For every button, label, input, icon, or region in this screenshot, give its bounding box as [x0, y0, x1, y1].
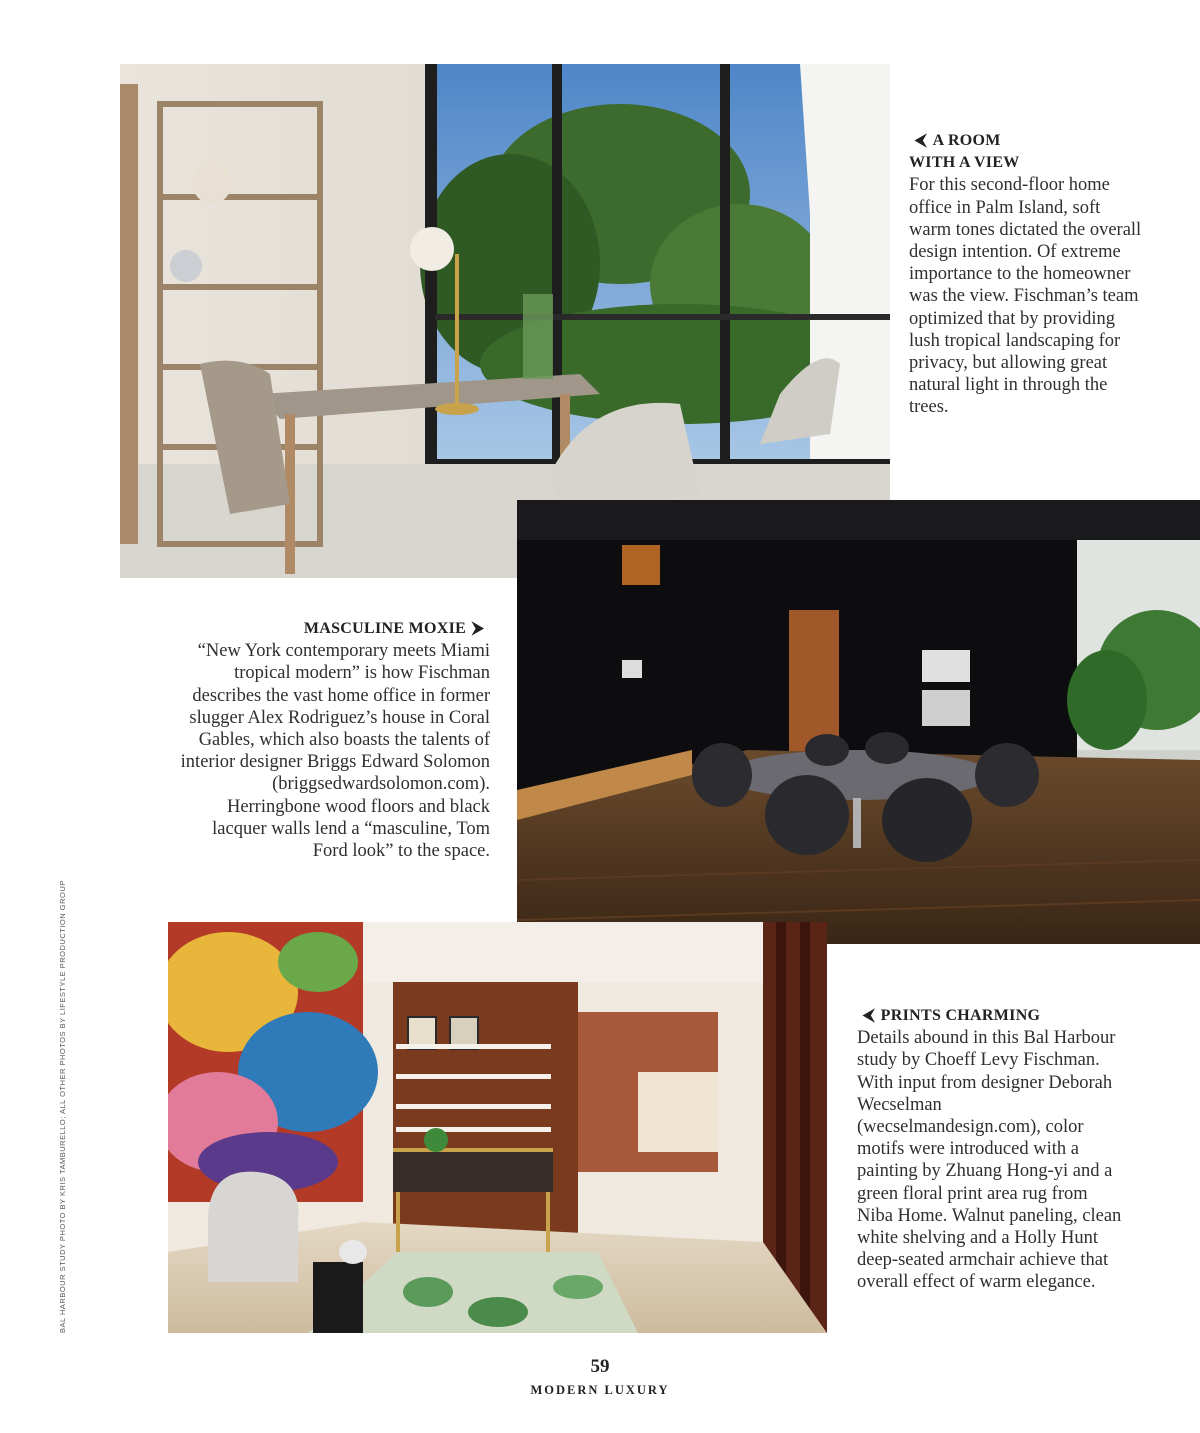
heading-line-1: A ROOM	[932, 132, 1001, 149]
heading-text: PRINTS CHARMING	[880, 1007, 1041, 1024]
heading-line-2: WITH A VIEW	[909, 154, 1020, 172]
arrow-right-icon: ⮞	[472, 620, 484, 637]
magazine-name: MODERN LUXURY	[530, 1383, 670, 1397]
arrow-left-icon: ⮜	[863, 1007, 875, 1024]
page-number: 59	[590, 1356, 610, 1377]
caption-body: For this second-floor home office in Palm Island, soft warm tones dictated the overall design intention. Of extreme importance to the homeowner was the view. Fischman’s team optimized that by providing lush tropical landscaping for privacy, but allowing great natural light in through the trees.	[909, 175, 1142, 418]
caption-heading	[857, 1005, 1127, 1027]
caption-body: Details abound in this Bal Harbour study by Choeff Levy Fischman. With input from designer Deborah Wecselman (wecselmandesign.com), color motifs were introduced with a painting by Zhuang Hong-yi and a green floral print area rug from Niba Home. Walnut paneling, clean white shelving and a Holly Hunt deep-seated armchair achieve that overall effect of warm elegance.	[857, 1028, 1122, 1293]
caption-room-with-view	[909, 130, 1145, 419]
heading-text: MASCULINE MOXIE	[303, 620, 467, 637]
photo-credit: BAL HARBOUR STUDY PHOTO BY KRIS TAMBURELLO; ALL OTHER PHOTOS BY LIFESTYLE PRODUCTION GROUP	[58, 880, 67, 1333]
arrow-left-icon: ⮜	[915, 132, 927, 149]
photo-masculine-office	[517, 500, 1200, 944]
caption-body: “New York contemporary meets Miami tropical modern” is how Fischman describes the vast home office in former slugger Alex Rodriguez’s house in Coral Gables, which also boasts the talents of interior designer Briggs Edward Solomon (briggsedwardsolomon.com). Herringbone wood floors and black lacquer walls lend a “masculine, Tom Ford look” to the space.	[180, 641, 490, 862]
caption-heading	[909, 130, 1145, 174]
caption-prints-charming	[857, 1005, 1127, 1294]
photo-prints-charming-study	[168, 922, 827, 1333]
caption-masculine-moxie	[180, 618, 490, 862]
caption-heading	[180, 618, 490, 640]
